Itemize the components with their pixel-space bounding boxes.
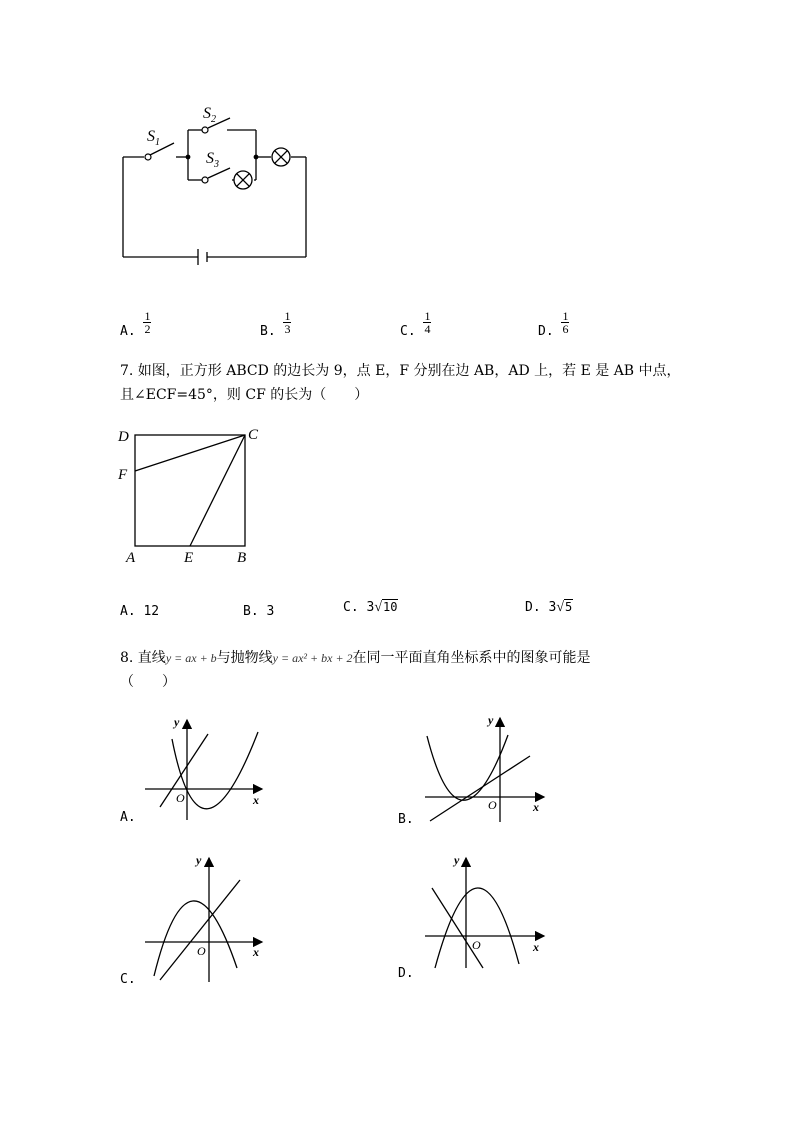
q7-option-d[interactable]: D. 3√5 bbox=[525, 600, 573, 615]
q6-option-b[interactable]: B. $\frac{1}{3}$ bbox=[260, 309, 291, 339]
line-equation: y = ax + b bbox=[165, 651, 217, 665]
label-e: E bbox=[184, 550, 194, 566]
q6-option-d[interactable]: D. $\frac{1}{6}$ bbox=[538, 309, 569, 339]
q8-line-1: 8. 直线y = ax + b与抛物线y = ax² + bx + 2在同一平面直角坐标系中的图象可能是 bbox=[120, 650, 591, 666]
graph-c[interactable] bbox=[140, 850, 270, 985]
axis-x-label: x bbox=[253, 793, 259, 807]
s2-label: $S_2$ bbox=[203, 105, 216, 125]
q6-option-a[interactable]: A. $\frac{1}{2}$ bbox=[120, 309, 151, 339]
axis-y-label: y bbox=[488, 713, 494, 727]
label-a: A bbox=[126, 550, 136, 566]
q7-line-2: 且∠ECF=45°，则 CF 的长为（ ） bbox=[120, 387, 369, 403]
origin-label: O bbox=[176, 791, 185, 805]
q6-option-c[interactable]: C. $\frac{1}{4}$ bbox=[400, 309, 431, 339]
origin-label: O bbox=[197, 944, 206, 958]
graph-d[interactable] bbox=[420, 850, 550, 975]
q7-line-1: 7. 如图，正方形 ABCD 的边长为 9，点 E，F 分别在边 AB，AD 上，若 E 是 AB 中点， bbox=[120, 363, 681, 379]
graph-b[interactable] bbox=[420, 710, 550, 825]
axis-y-label: y bbox=[454, 853, 460, 867]
circuit-diagram bbox=[110, 100, 320, 270]
graph-d-label: D. bbox=[398, 966, 414, 981]
axis-y-label: y bbox=[174, 715, 180, 729]
s3-label: $S_3$ bbox=[206, 150, 219, 170]
fraction: $\frac{1}{2}$ bbox=[144, 309, 151, 336]
axis-y-label: y bbox=[196, 853, 202, 867]
graph-a-label: A. bbox=[120, 810, 136, 825]
q7-option-b[interactable]: B. 3 bbox=[243, 604, 275, 619]
q8-line-2: （ ） bbox=[120, 674, 176, 690]
axis-x-label: x bbox=[533, 800, 539, 814]
graph-a[interactable] bbox=[140, 712, 270, 827]
square-figure bbox=[115, 425, 275, 570]
graph-b-label: B. bbox=[398, 812, 414, 827]
label-b: B bbox=[237, 550, 247, 566]
fraction: $\frac{1}{6}$ bbox=[562, 309, 569, 336]
origin-label: O bbox=[472, 938, 481, 952]
parabola-equation: y = ax² + bx + 2 bbox=[272, 651, 353, 665]
axis-x-label: x bbox=[533, 940, 539, 954]
axis-x-label: x bbox=[253, 945, 259, 959]
q7-option-a[interactable]: A. 12 bbox=[120, 604, 160, 619]
label-f: F bbox=[118, 467, 128, 483]
graph-c-label: C. bbox=[120, 972, 136, 987]
q7-option-c[interactable]: C. 3√10 bbox=[343, 600, 398, 615]
s1-label: $S_1$ bbox=[147, 128, 160, 148]
origin-label: O bbox=[488, 798, 497, 812]
label-c: C bbox=[248, 427, 259, 443]
fraction: $\frac{1}{4}$ bbox=[424, 309, 431, 336]
fraction: $\frac{1}{3}$ bbox=[284, 309, 291, 336]
label-d: D bbox=[118, 429, 129, 445]
